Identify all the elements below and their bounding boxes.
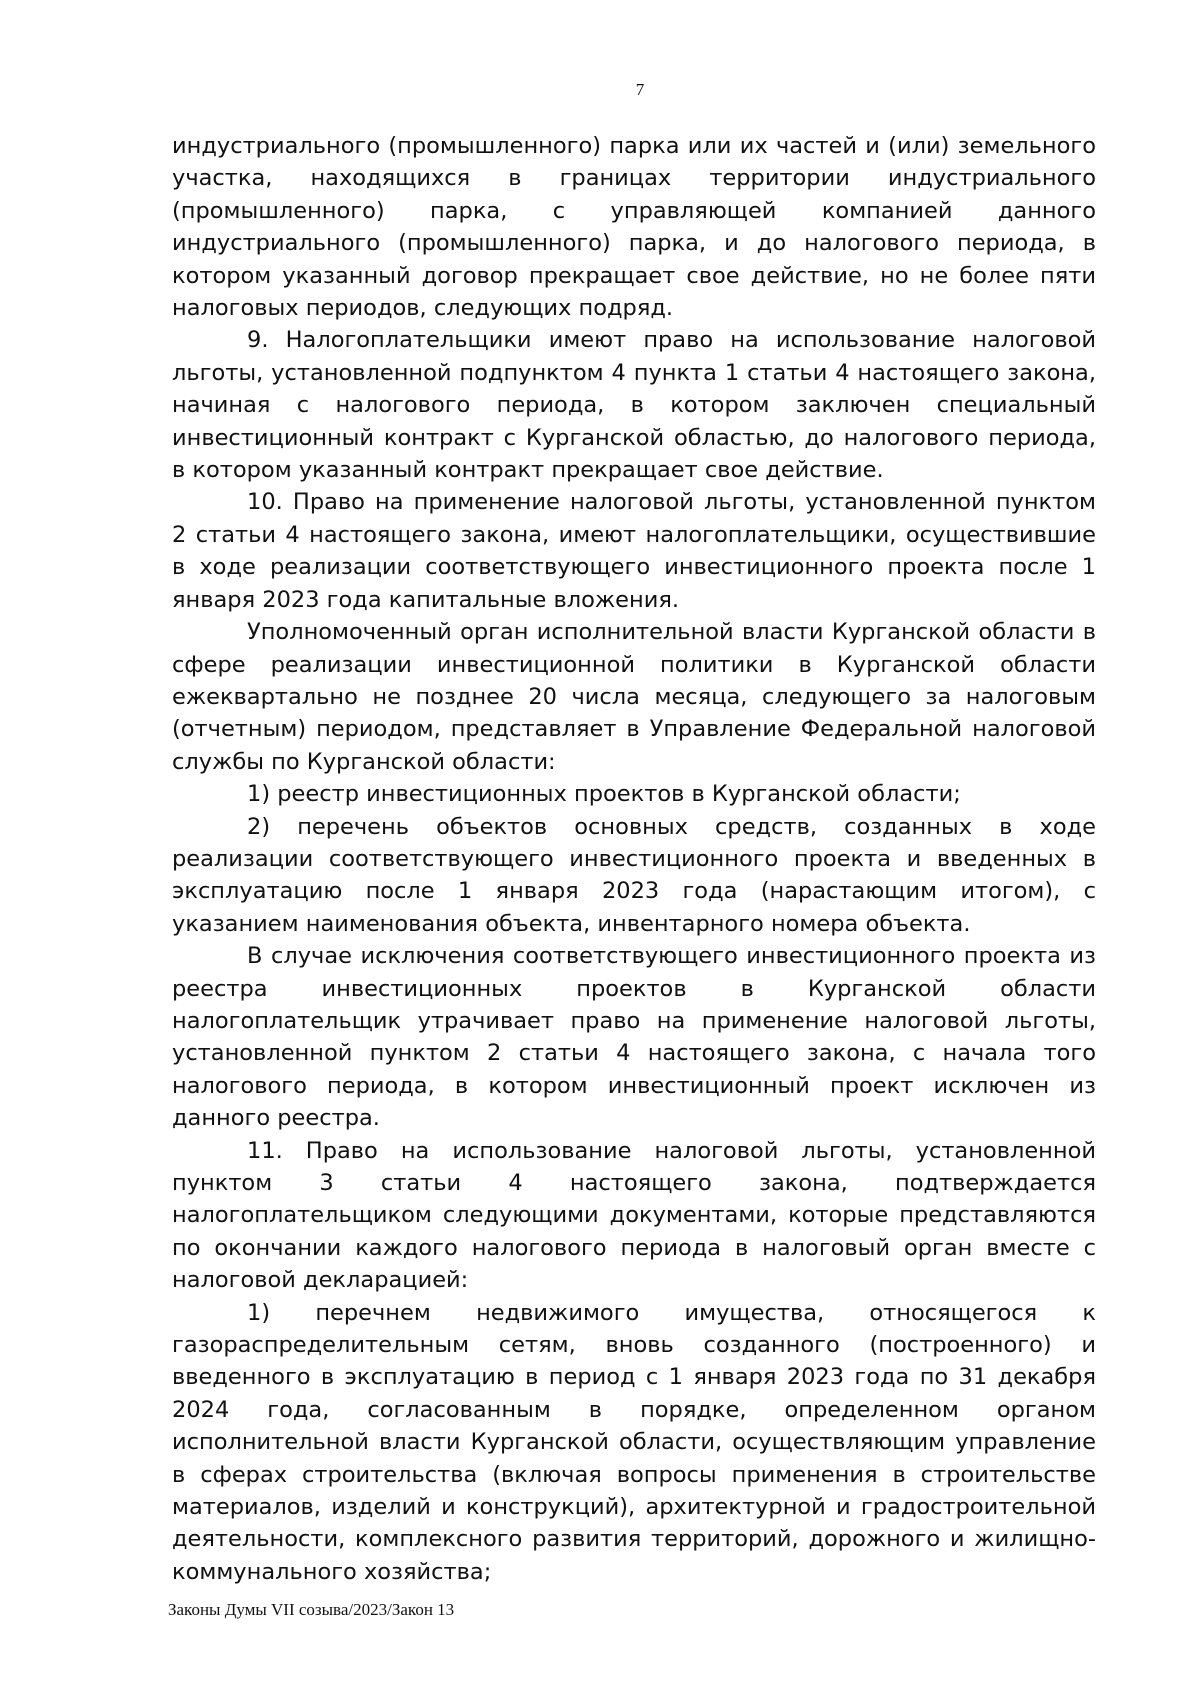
paragraph-authorized-body: Уполномоченный орган исполнительной власти Курганской области в сфере реализации инвестиционной политики в Курганской области ежеквартально не позднее 20 числа месяца, следующего за налоговым (отчетным) периодом, представляет в Управление Федеральной налоговой службы по Курганской области:: [172, 619, 1096, 775]
footer-doc-reference: Законы Думы VII созыва/2023/Закон 13: [168, 1600, 455, 1619]
paragraph-item-9: 9. Налогоплательщики имеют право на использование налоговой льготы, установленной подпунктом 4 пункта 1 статьи 4 настоящего закона, начиная с налогового периода, в котором заключен специальный инвестиционный контракт с Курганской областью, до налогового периода, в котором указанный контракт прекращает свое действие.: [172, 327, 1096, 484]
list-item-fixed-assets: 2) перечень объектов основных средств, созданных в ходе реализации соответствующего инвестиционного проекта и введенных в эксплуатацию после 1 января 2023 года (нарастающим итогом), с указанием наименования объекта, инвентарного номера объекта.: [172, 813, 1096, 937]
list-item-registry: 1) реестр инвестиционных проектов в Курганской области;: [247, 781, 961, 808]
paragraph-exclusion: В случае исключения соответствующего инвестиционного проекта из реестра инвестиционных проектов в Курганской области налогоплательщик утрачивает право на применение налоговой льготы, установленной пунктом 2 статьи 4 настоящего закона, с начала того налогового периода, в котором инвестиционный проект исключен из данного реестра.: [172, 943, 1096, 1132]
document-body: [172, 130, 1096, 1588]
paragraph-item-10: 10. Право на применение налоговой льготы, установленной пунктом 2 статьи 4 настоящего закона, имеют налогоплательщики, осуществившие в ходе реализации соответствующего инвестиционного проекта после 1 января 2023 года капитальные вложения.: [172, 489, 1096, 613]
page-number: 7: [635, 80, 645, 99]
paragraph-continuation: индустриального (промышленного) парка или их частей и (или) земельного участка, находящихся в границах территории индустриального (промышленного) парка, с управляющей компанией данного индустриального (промышленного) парка, и до налогового периода, в котором указанный договор прекращает свое действие, но не более пяти налоговых периодов, следующих подряд.: [172, 133, 1096, 322]
list-item-gas-networks: 1) перечнем недвижимого имущества, относящегося к газораспределительным сетям, вновь созданного (построенного) и введенного в эксплуатацию в период с 1 января 2023 года по 31 декабря 2024 года, согласованным в порядке, определенном органом исполнительной власти Курганской области, осуществляющим управление в сферах строительства (включая вопросы применения в строительстве материалов, изделий и конструкций), архитектурной и градостроительной деятельности, комплексного развития территорий, дорожного и жилищно-коммунального хозяйства;: [172, 1299, 1096, 1585]
paragraph-item-11: 11. Право на использование налоговой льготы, установленной пунктом 3 статьи 4 настоящего закона, подтверждается налогоплательщиком следующими документами, которые представляются по окончании каждого налогового периода в налоговый орган вместе с налоговой декларацией:: [172, 1137, 1096, 1294]
